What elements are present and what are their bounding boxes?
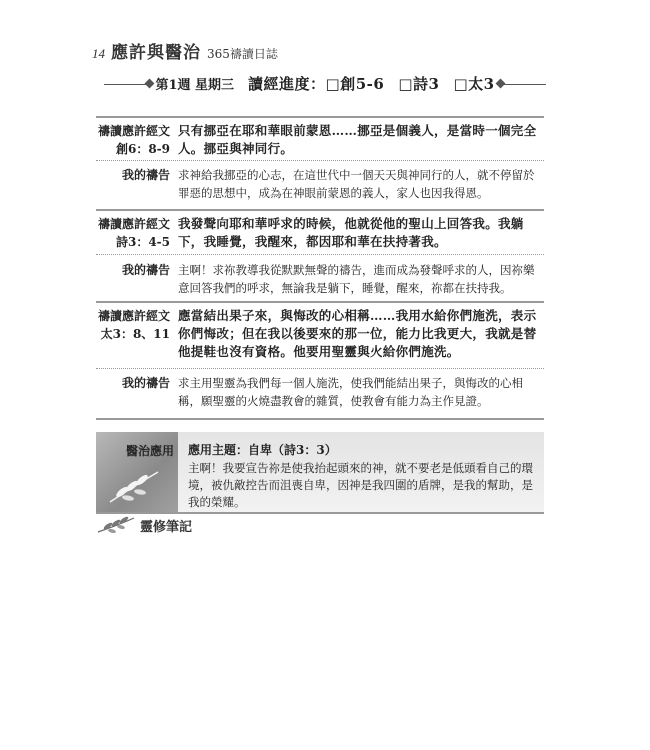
prayer-label: 我的禱告 [121,376,170,390]
dotted-divider [96,254,544,255]
verse-text: 只有挪亞在耶和華眼前蒙恩……挪亞是個義人，是當時一個完全人。挪亞與神同行。 [178,123,537,156]
prayer-label: 我的禱告 [121,168,170,182]
verse-reference: 詩3：4-5 [115,235,170,249]
reading-item: □太3 [453,74,495,93]
prayer-text: 求主用聖靈為我們每一個人施洗，使我們能結出果子，與悔改的心相稱，願聖靈的火燒盡教會的雜質，使教會有能力為主作見證。 [178,376,523,408]
healing-application-box [96,432,544,514]
section-divider [96,418,544,420]
page-number: 14 [92,46,105,61]
section-divider [96,116,544,118]
prayer-row [96,374,544,410]
verse-label: 禱讀應許經文 [97,124,170,138]
reading-title-text: 讀經進度： [248,74,326,93]
devotional-notes-heading [96,514,192,536]
dotted-divider [96,160,544,161]
verse-text: 應當結出果子來，與悔改的心相稱……我用水給你們施洗，表示你們悔改；但在我以後要來的那一位，能力比我更大，我就是替他提鞋也沒有資格。他要用聖靈與火給你們施洗。 [178,308,537,359]
section-divider [96,301,544,303]
leaf-branch-icon [96,514,136,536]
reading-title [248,73,384,94]
verse-text: 我發聲向耶和華呼求的時候，他就從他的聖山上回答我。我躺下，我睡覺，我醒來，都因耶和華在扶持著我。 [178,216,524,249]
verse-reference: 創6：8-9 [115,142,170,156]
healing-prayer: 主啊！我要宣告祢是使我抬起頭來的神，就不要老是低頭看自己的環境，被仇敵控告而沮喪自卑，因神是我四圍的盾牌，是我的幫助，是我的榮耀。 [188,461,533,509]
prayer-row [96,261,544,297]
book-title: 應許與醫治 [111,43,201,63]
verse-label: 禱讀應許經文 [97,309,170,323]
prayer-text: 主啊！求祢教導我從默默無聲的禱告，進而成為發聲呼求的人，因祢樂意回答我們的呼求，無論我是躺下，睡覺，醒來，祢都在扶持我。 [178,263,535,295]
week-day-label: 第1週 星期三 [155,77,235,93]
week-reading-bar [150,68,500,98]
verse-label-block [96,307,178,361]
verse-label-block [96,122,178,158]
verse-row [96,215,544,251]
reading-item: □創5-6 [325,74,385,93]
prayer-row [96,166,544,202]
book-subtitle: 365禱讀日誌 [207,47,278,61]
leaf-icon [106,466,162,506]
prayer-label: 我的禱告 [121,263,170,277]
section-divider [96,209,544,211]
healing-label-panel [96,432,178,512]
verse-label-block [96,215,178,251]
healing-label: 醫治應用 [125,444,174,458]
verse-reference: 太3：8、11 [100,327,170,341]
notes-label: 靈修筆記 [140,519,193,535]
ornament-left-line [104,84,150,85]
healing-theme: 應用主題：自卑（詩3：3） [188,443,337,457]
verse-row [96,122,544,158]
ornament-right-line [500,84,546,85]
dotted-divider [96,368,544,369]
verse-label: 禱讀應許經文 [97,217,170,231]
verse-row [96,307,544,361]
prayer-text: 求神給我挪亞的心志，在這世代中一個天天與神同行的人，就不停留於罪惡的思想中，成為在神眼前蒙恩的義人，家人也因我得恩。 [178,168,535,200]
running-header [92,38,278,63]
reading-item: □詩3 [398,74,440,93]
